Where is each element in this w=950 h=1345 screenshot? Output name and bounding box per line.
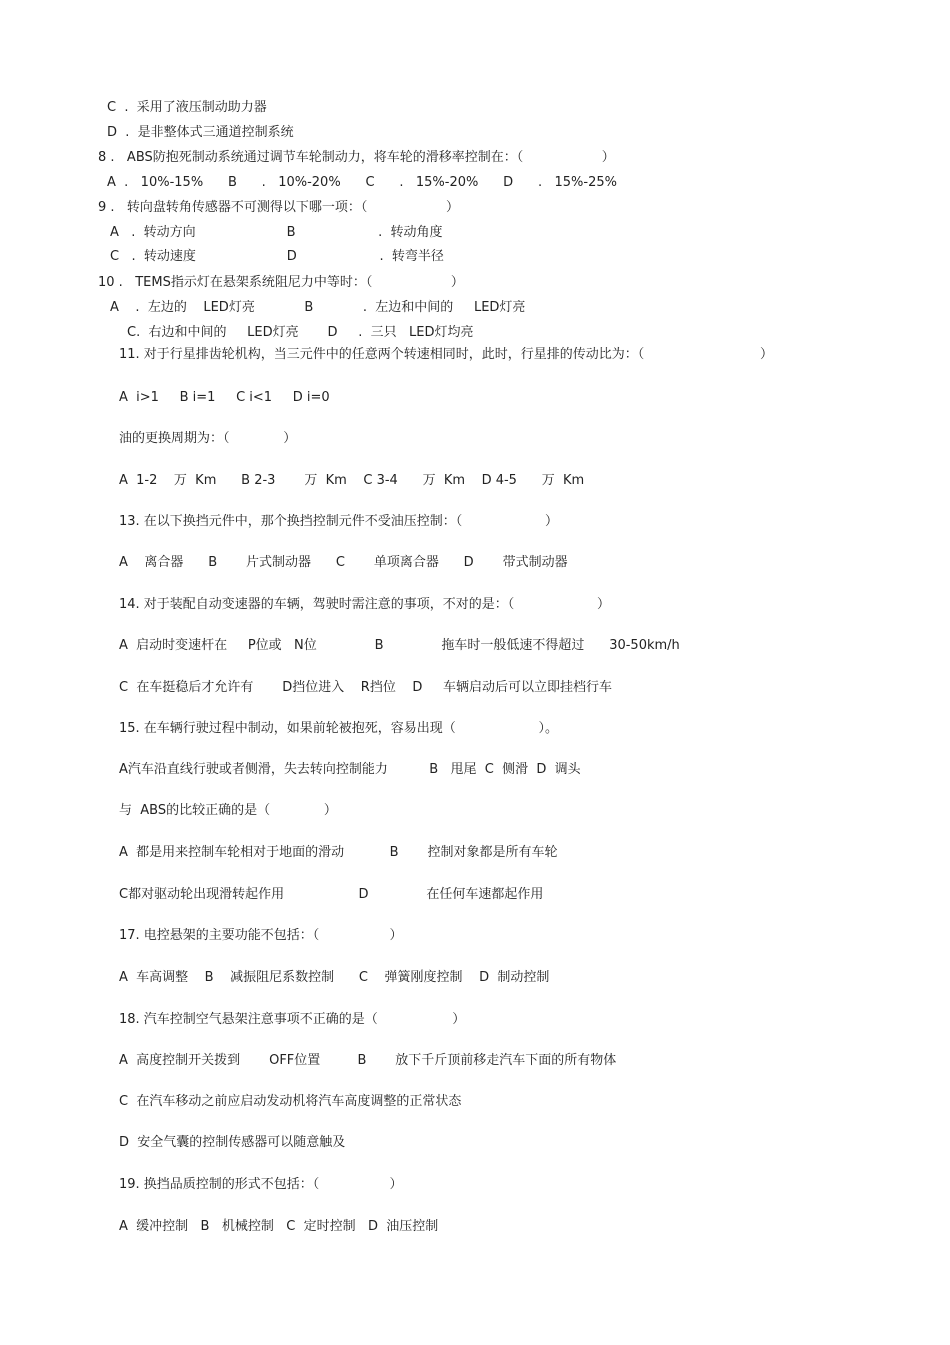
option-line: D 安全气囊的控制传感器可以随意触及 <box>119 1135 346 1150</box>
option-line: A汽车沿直线行驶或者侧滑，失去转向控制能力 B 甩尾 C 侧滑 D 调头 <box>119 762 581 777</box>
option-line: A i>1 B i=1 C i<1 D i=0 <box>119 390 330 405</box>
question-line: 17. 电控悬架的主要功能不包括：（ ） <box>119 928 403 943</box>
option-line: C. 右边和中间的 LED灯亮 D . 三只 LED灯均亮 <box>127 325 474 340</box>
option-line: C 在汽车移动之前应启动发动机将汽车高度调整的正常状态 <box>119 1094 462 1109</box>
option-line: A 车高调整 B 减振阻尼系数控制 C 弹簧刚度控制 D 制动控制 <box>119 970 550 985</box>
option-line: D . 是非整体式三通道控制系统 <box>107 125 294 140</box>
option-line: A . 10%-15% B . 10%-20% C . 15%-20% D . 15%-25% <box>107 175 617 190</box>
question-line: 11. 对于行星排齿轮机构，当三元件中的任意两个转速相同时，此时，行星排的传动比为：（ ） <box>119 347 774 362</box>
question-line: 13. 在以下换挡元件中，那个换挡控制元件不受油压控制：（ ） <box>119 514 558 529</box>
option-line: A 启动时变速杆在 P位或 N位 B 拖车时一般低速不得超过 30-50km/h <box>119 638 680 653</box>
question-line: 10 . TEMS指示灯在悬架系统阻尼力中等时：（ ） <box>98 275 464 290</box>
option-line: C 在车挺稳后才允许有 D挡位进入 R挡位 D 车辆启动后可以立即挂档行车 <box>119 680 613 695</box>
question-line: 18. 汽车控制空气悬架注意事项不正确的是（ ） <box>119 1012 466 1027</box>
question-line: 与 ABS的比较正确的是（ ） <box>119 803 337 818</box>
question-line: 9 . 转向盘转角传感器不可测得以下哪一项：（ ） <box>98 200 459 215</box>
question-line: 8 . ABS防抱死制动系统通过调节车轮制动力，将车轮的滑移率控制在：（ ） <box>98 150 615 165</box>
option-line: A 都是用来控制车轮相对于地面的滑动 B 控制对象都是所有车轮 <box>119 845 558 860</box>
question-line: 15. 在车辆行驶过程中制动，如果前轮被抱死，容易出现（ ）。 <box>119 721 558 736</box>
option-line: A 1-2 万 Km B 2-3 万 Km C 3-4 万 Km D 4-5 万 Km <box>119 473 585 488</box>
option-line: A 缓冲控制 B 机械控制 C 定时控制 D 油压控制 <box>119 1219 439 1234</box>
question-line: 油的更换周期为：（ ） <box>119 431 297 446</box>
option-line: A . 转动方向 B . 转动角度 <box>110 225 443 240</box>
option-line: A 高度控制开关拨到 OFF位置 B 放下千斤顶前移走汽车下面的所有物体 <box>119 1053 617 1068</box>
option-line: A . 左边的 LED灯亮 B . 左边和中间的 LED灯亮 <box>110 300 526 315</box>
question-line: 14. 对于装配自动变速器的车辆，驾驶时需注意的事项，不对的是：（ ） <box>119 597 610 612</box>
question-line: 19. 换挡品质控制的形式不包括：（ ） <box>119 1177 403 1192</box>
option-line: A 离合器 B 片式制动器 C 单项离合器 D 带式制动器 <box>119 555 568 570</box>
option-line: C都对驱动轮出现滑转起作用 D 在任何车速都起作用 <box>119 887 544 902</box>
option-line: C . 转动速度 D . 转弯半径 <box>110 249 444 264</box>
option-line: C . 采用了液压制动助力器 <box>107 100 267 115</box>
